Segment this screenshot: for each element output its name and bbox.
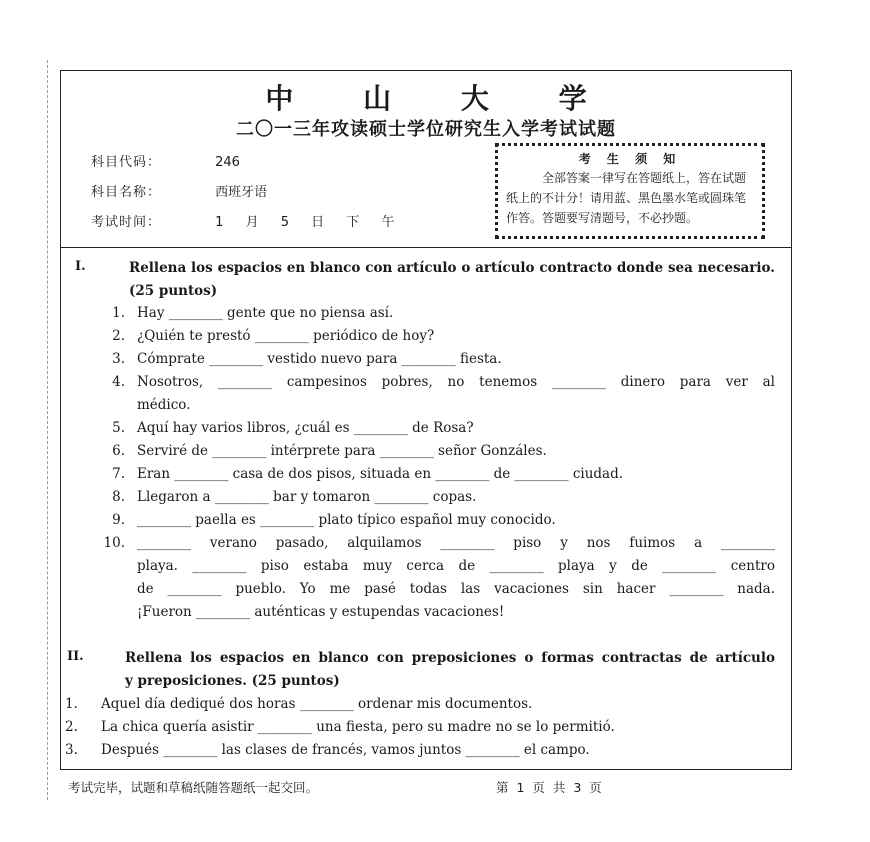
- notice-title: 考 生 须 知: [578, 152, 682, 166]
- exam-time-part: 月: [245, 215, 259, 230]
- section-2-heading-cont: y preposiciones. (25 puntos): [125, 673, 340, 689]
- section-2-number: II.: [67, 649, 84, 664]
- exam-time-part: 下: [346, 215, 360, 230]
- exam-title: 二〇一三年攻读硕士学位研究生入学考试试题: [236, 119, 616, 140]
- notice-body: 全部答案一律写在答题纸上，答在试题纸上的不计分！请用蓝、黑色墨水笔或圆珠笔作答。答题要写清题号，不必抄题。: [506, 171, 747, 225]
- exam-time-label: 考试时间：: [91, 215, 162, 230]
- exam-time-part: 1: [215, 215, 224, 230]
- subject-code-label: 科目代码：: [91, 155, 162, 170]
- exam-time-row: [91, 211, 412, 230]
- exam-time-part: 5: [280, 215, 289, 230]
- subject-name-label: 科目名称：: [91, 185, 162, 200]
- subject-name: 西班牙语: [215, 185, 268, 200]
- subject-name-row: [91, 181, 267, 200]
- section-2-heading: Rellena los espacios en blanco con preposiciones o formas contractas de artículo: [125, 650, 775, 666]
- university-name: 中 山 大 学: [265, 82, 617, 115]
- subject-code-row: [91, 151, 240, 170]
- section-1-heading: Rellena los espacios en blanco con artículo o artículo contracto donde sea necesario. (25 puntos): [129, 260, 775, 299]
- list-item-line: Nosotros, ________ campesinos pobres, no tenemos ________ dinero para ver al: [137, 374, 775, 390]
- header-divider: [61, 247, 791, 248]
- exam-page: 中 山 大 学 二〇一三年攻读硕士学位研究生入学考试试题 科目代码： 246 科目名称： 西班牙语 考试时间： 1 月 5 日 下 午 考 生 须 知 全部答案一律写在答题纸上，答在试题纸上的不计分！请用蓝、黑色墨水笔或圆珠笔作答。答题要写清题号，不必抄题。 I. Rellena los espacios en blanco con artículo o artículo contracto donde sea necesario. (25 puntos) 1. Hay ________ gente que no piensa así. 2. ¿Quién te prestó ________ periódico de hoy? 3. Cómprate ________ vestido nuevo para ________ fiesta. 4. Nosotros, ________ campesinos pobres, no tenemos ________ dinero para ver al médico. 5. Aquí hay varios libros, ¿cuál es ________ de Rosa? 6. Serviré de ________ intérprete para ________ señor Gonzáles. 7. Eran ________ casa de dos pisos, situada en ________ de ________ ciudad. 8. Llegaron a ________ bar y tomaron ________ copas. 9. ________ paella es ________ plato típico español muy conocido. 10. ________ verano pasado, alquilamos ________ piso y nos fuimos a ________ playa. ________ piso estaba muy cerca de ________ playa y de ________ centro de ________ pueblo. Yo me pasé todas las vacaciones sin hacer ________ nada. ¡Fueron ________ auténticas y estupendas vacaciones! II. Rellena los espacios en blanco con preposiciones o formas contractas de artículo y preposiciones. (25 puntos) 1. Aquel día dediqué dos horas ________ ordenar mis documentos. 2. La chica quería asistir ________ una fiesta, pero su madre no se lo permitió. 3. Después ________ las clases de francés, vamos juntos ________ el campo.: [60, 70, 792, 770]
- list-item-line: de ________ pueblo. Yo me pasé todas las vacaciones sin hacer ________ nada.: [137, 581, 775, 597]
- exam-time-part: 日: [311, 215, 325, 230]
- subject-code: 246: [215, 155, 240, 170]
- list-item-line: ¡Fueron ________ auténticas y estupendas vacaciones!: [137, 604, 505, 620]
- list-item-line: médico.: [137, 397, 191, 413]
- list-item-line: ________ verano pasado, alquilamos ________ piso y nos fuimos a ________: [137, 535, 775, 551]
- section-1-number: I.: [75, 259, 86, 274]
- footer-instruction: 考试完毕，试题和草稿纸随答题纸一起交回。: [68, 780, 319, 795]
- candidate-notice-box: [495, 143, 765, 239]
- page-number: 第 1 页 共 3 页: [496, 780, 602, 795]
- binding-margin-line: [47, 60, 48, 800]
- exam-time-part: 午: [381, 215, 395, 230]
- list-item-line: playa. ________ piso estaba muy cerca de ________ playa y de ________ centro: [137, 558, 775, 574]
